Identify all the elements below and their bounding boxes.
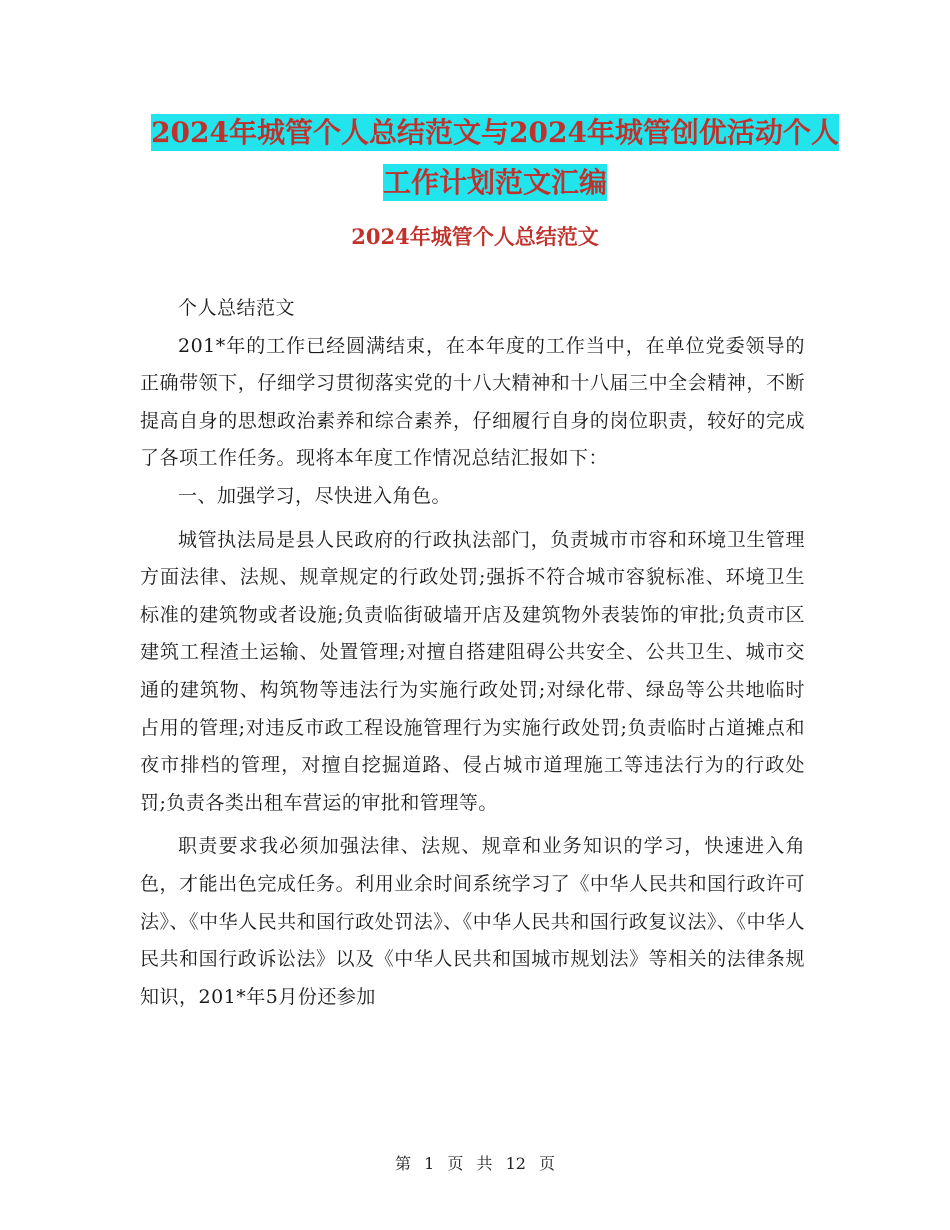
document-title [140,108,850,208]
page-footer [0,1152,950,1176]
footer-page-number: 1 [424,1154,435,1173]
footer-page-unit: 页 [447,1154,464,1173]
footer-total-label: 共 [476,1154,493,1173]
paragraph: 城管执法局是县人民政府的行政执法部门，负责城市市容和环境卫生管理方面法律、法规、规章规定的行政处罚;强拆不符合城市容貌标准、环境卫生标准的建筑物或者设施;负责临街破墙开店及建筑物外表装饰的审批;负责市区建筑工程渣土运输、处置管理;对擅自搭建阻碍公共安全、公共卫生、城市交通的建筑物、构筑物等违法行为实施行政处罚;对绿化带、绿岛等公共地临时占用的管理;对违反市政工程设施管理行为实施行政处罚;负责临时占道摊点和夜市排档的管理，对擅自挖掘道路、侵占城市道理施工等违法行为的行政处罚;负责各类出租车营运的审批和管理等。 [140,528,805,814]
paragraph-subheading: 一、加强学习，尽快进入角色。 [178,484,452,507]
footer-page-label: 第 [394,1154,411,1173]
document-body [140,290,805,1016]
title-line-2: 工作计划范文汇编 [382,166,607,199]
section-title: 2024年城管个人总结范文 [351,224,599,249]
paragraph-heading: 个人总结范文 [178,297,296,319]
title-line-1: 2024年城管个人总结范文与2024年城管创优活动个人 [151,116,839,149]
paragraph: 职责要求我必须加强法律、法规、规章和业务知识的学习，快速进入角色，才能出色完成任务。利用业余时间系统学习了《中华人民共和国行政许可法》、《中华人民共和国行政处罚法》、《中华人民共和国行政复议法》、《中华人民共和国行政诉讼法》以及《中华人民共和国城市规划法》等相关的法律条规知识，201*年5月份还参加 [140,835,805,1008]
paragraph: 201*年的工作已经圆满结束，在本年度的工作当中，在单位党委领导的正确带领下，仔细学习贯彻落实党的十八大精神和十八届三中全会精神，不断提高自身的思想政治素养和综合素养，仔细履行自身的岗位职责，较好的完成了各项工作任务。现将本年度工作情况总结汇报如下： [140,334,805,470]
footer-total-unit: 页 [539,1154,556,1173]
footer-total-pages: 12 [505,1154,526,1173]
